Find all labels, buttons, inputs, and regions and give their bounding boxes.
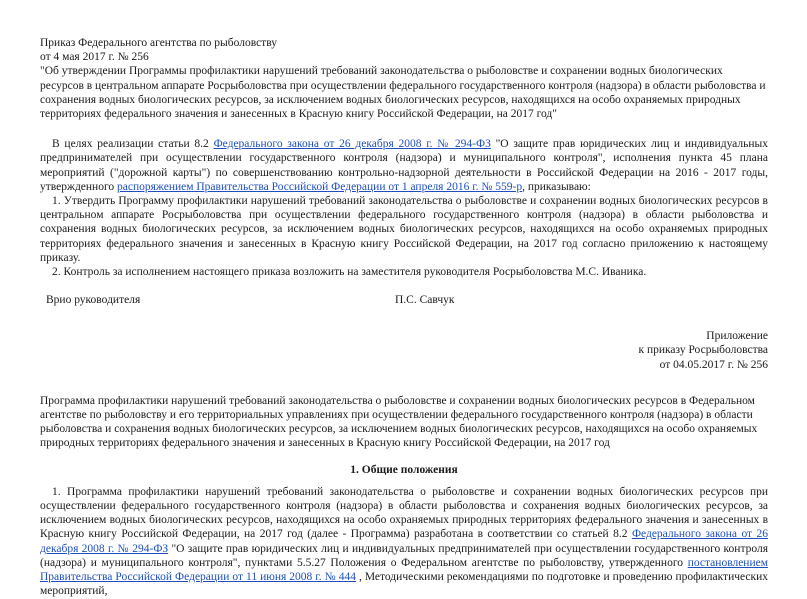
section-heading: 1. Общие положения	[350, 463, 458, 476]
order-item-1: 1. Утвердить Программу профилактики нарушений требований законодательства о рыболовстве и сохранении водных биологических ресурсов в центральном аппарате Росрыболовства при осуществлении федерального государственного контроля (надзора) в области рыболовства и сохранения водных биологических ресурсов, за исключением водных биологических ресурсов, находящихся на особо охраняемых природных территориях федерального значения и занесенных в Красную книгу Российской Федерации, на 2017 год согласно приложению к настоящему приказу.	[40, 195, 768, 264]
signature-role: Врио руководителя	[46, 294, 141, 307]
section-text-1: 1. Программа профилактики нарушений требований законодательства о рыболовстве и сохранении водных биологических ресурсов при осуществлении федерального государственного контроля (надзора) в области рыболовства и сохранения водных биологических ресурсов, за исключением водных биологических ресурсов, находящихся на особо охраняемых природных территориях федерального значения и занесенных в Красную книгу Российской Федерации, на 2017 год (далее - Программа) разработана в соответствии со статьей 8.2	[40, 485, 768, 541]
government-order-559-link[interactable]: распоряжением Правительства Российской Федерации от 1 апреля 2016 г. № 559-р	[117, 180, 523, 193]
program-title: Программа профилактики нарушений требований законодательства о рыболовстве и сохранении водных биологических ресурсов в Федеральном агентстве по рыболовству и его территориальных управлениях при осуществлении федерального государственного контроля (надзора) в области рыболовства и сохранения водных биологических ресурсов, за исключением водных биологических ресурсов, находящихся на особо охраняемых природных территориях федерального значения и занесенных в Красную книгу Российской Федерации, на 2017 год	[40, 394, 758, 450]
appendix-line-1: Приложение	[706, 330, 768, 343]
order-date: от 4 мая 2017 г. № 256	[40, 51, 149, 64]
order-title: "Об утверждении Программы профилактики нарушений требований законодательства о рыболовстве и сохранении водных биологических ресурсов в центральном аппарате Росрыболовства при осуществлении федерального государственного контроля (надзора) в области рыболовства и сохранения водных биологических ресурсов, за исключением водных биологических ресурсов, находящихся на особо охраняемых природных территориях федерального значения и занесенных в Красную книгу Российской Федерации, на 2017 год"	[40, 65, 766, 121]
order-header	[40, 36, 768, 121]
section-text-3: , Методическими рекомендациями по подготовке и проведению профилактических мероприятий,	[40, 571, 768, 598]
government-decree-444-link[interactable]: постановлением Правительства Российской Федерации от 11 июня 2008 г. № 444	[40, 556, 768, 584]
federal-law-294-link-2[interactable]: Федерального закона от 26 декабря 2008 г. № 294-ФЗ	[40, 528, 768, 555]
preamble-paragraph	[40, 137, 768, 194]
preamble-text-2: "О защите прав юридических лиц и индивидуальных предпринимателей при осуществлении государственного контроля (надзора) и муниципального контроля", исполнения пункта 45 плана мероприятий ("дорожной карты") по совершенствованию контрольно-надзорной деятельности в Российской Федерации на 2016 - 2017 годы, утвержденного	[40, 138, 768, 193]
section-text-2: "О защите прав юридических лиц и индивидуальных предпринимателей при осуществлении государственного контроля (надзора) и муниципального контроля", пунктами 5.5.27 Положения о Федеральном агентстве по рыболовству, утвержденного	[40, 542, 768, 569]
signature-name: П.С. Савчук	[395, 294, 455, 307]
preamble-text-3: , приказываю:	[522, 180, 591, 193]
appendix-reference	[40, 329, 768, 372]
appendix-line-2: к приказу Росрыболовства	[638, 344, 768, 357]
section-1-paragraph	[40, 485, 768, 599]
appendix-line-3: от 04.05.2017 г. № 256	[659, 358, 768, 371]
order-agency: Приказ Федерального агентства по рыболовству	[40, 37, 277, 49]
federal-law-294-link[interactable]: Федерального закона от 26 декабря 2008 г. № 294-ФЗ	[213, 138, 491, 151]
order-item-2: 2. Контроль за исполнением настоящего приказа возложить на заместителя руководителя Росрыболовства М.С. Иваника.	[52, 266, 647, 279]
document-page	[40, 36, 768, 599]
preamble-text-1: В целях реализации статьи 8.2	[52, 138, 214, 151]
preamble	[40, 137, 768, 279]
signature-line	[40, 293, 768, 307]
